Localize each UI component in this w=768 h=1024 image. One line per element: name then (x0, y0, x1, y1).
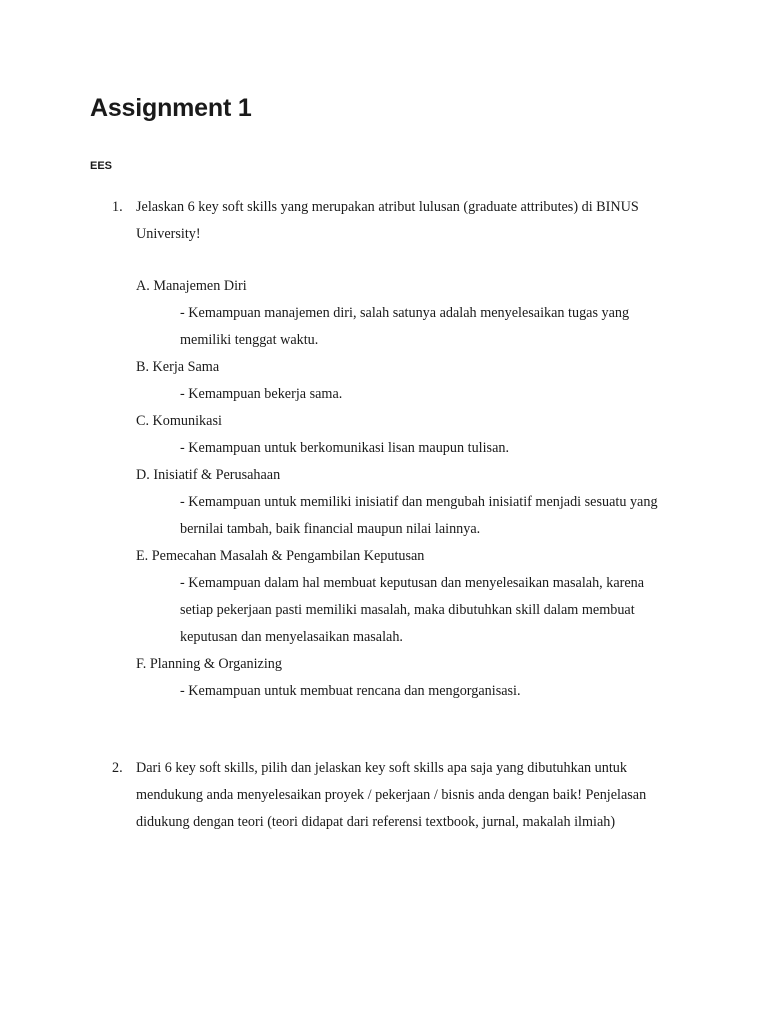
answer-heading: F. Planning & Organizing (136, 656, 282, 672)
list-item (136, 408, 676, 462)
list-item (136, 651, 676, 705)
answer-description: - Kemampuan manajemen diri, salah satunya adalah menyelesaikan tugas yang memiliki tenggat waktu. (180, 305, 630, 348)
answer-heading: A. Manajemen Diri (136, 278, 247, 294)
answer-heading: C. Komunikasi (136, 413, 222, 429)
question-number: 1. (112, 199, 123, 215)
list-item (136, 543, 676, 651)
answer-description: - Kemampuan untuk memiliki inisiatif dan mengubah inisiatif menjadi sesuatu yang bernilai tambah, baik financial maupun nilai lainnya. (180, 494, 658, 537)
answer-description: - Kemampuan untuk membuat rencana dan mengorganisasi. (180, 683, 521, 699)
answer-description: - Kemampuan bekerja sama. (180, 386, 343, 402)
document-title: Assignment 1 (90, 94, 252, 122)
list-item (136, 462, 676, 543)
list-item (136, 273, 676, 354)
answer-heading: B. Kerja Sama (136, 359, 220, 375)
question-text: Jelaskan 6 key soft skills yang merupakan atribut lulusan (graduate attributes) di BINUS University! (136, 199, 639, 242)
question-number: 2. (112, 760, 123, 776)
answer-description: - Kemampuan untuk berkomunikasi lisan maupun tulisan. (180, 440, 510, 456)
question-text: Dari 6 key soft skills, pilih dan jelaskan key soft skills apa saja yang dibutuhkan untuk mendukung anda menyelesaikan proyek / pekerjaan / bisnis anda dengan baik! Penjelasan didukung dengan teori (teori didapat dari referensi textbook, jurnal, makalah ilmiah) (136, 760, 647, 830)
answer-heading: D. Inisiatif & Perusahaan (136, 467, 281, 483)
list-item (136, 354, 676, 408)
subject-label: EES (90, 160, 113, 172)
answer-list (136, 273, 676, 705)
answer-description: - Kemampuan dalam hal membuat keputusan dan menyelesaikan masalah, karena setiap pekerjaan pasti memiliki masalah, maka dibutuhkan skill dalam membuat keputusan dan menyelasaikan masalah. (180, 575, 645, 645)
answer-heading: E. Pemecahan Masalah & Pengambilan Keputusan (136, 548, 425, 564)
